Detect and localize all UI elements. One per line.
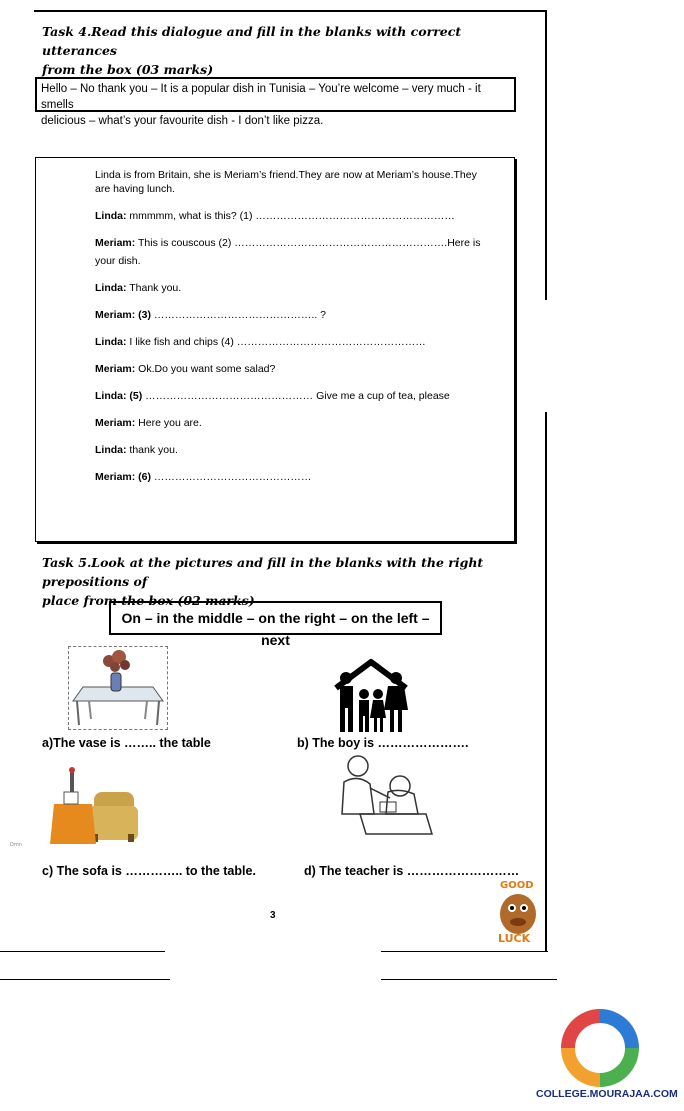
page-border-right	[545, 10, 547, 300]
speaker: Meriam: (6)	[95, 471, 152, 483]
teacher-picture	[330, 752, 434, 838]
intro-line2: are having lunch.	[95, 183, 175, 195]
speaker: Meriam:	[95, 417, 136, 429]
page-border-top	[34, 10, 547, 12]
dialogue-line	[95, 335, 495, 349]
page-border-right	[545, 412, 547, 952]
question-c: c) The sofa is ………….. to the table.	[42, 864, 256, 878]
rule-line	[381, 979, 557, 980]
task4-title-line2: from the box (03 marks)	[42, 62, 214, 77]
question-a: a)The vase is …….. the table	[42, 736, 211, 750]
rule-line	[0, 979, 170, 980]
rule-line	[381, 951, 548, 952]
task4-title-line1: Task 4.Read this dialogue and fill in the blanks with correct utterances	[42, 24, 462, 58]
utterance: Ok.Do you want some salad?	[135, 363, 276, 375]
utterance: Thank you.	[126, 282, 182, 294]
good-luck-icon	[494, 876, 544, 944]
page-number: 3	[270, 910, 276, 921]
dialogue-line	[95, 470, 495, 484]
utterance: ……………………………………….. ?	[151, 309, 327, 321]
utterance: thank you.	[126, 444, 178, 456]
speaker: Meriam: (3)	[95, 309, 152, 321]
utterance: ………………………………………	[151, 471, 312, 483]
question-d: d) The teacher is ………………………	[304, 864, 520, 878]
speaker: Meriam:	[95, 237, 136, 249]
utterance: I like fish and chips (4) ………………………………………………	[126, 336, 426, 348]
dialogue-line	[95, 443, 495, 457]
dialogue-line	[95, 362, 495, 376]
speaker: Linda:	[95, 336, 127, 348]
utterance: ………………………………………… Give me a cup of tea, please	[142, 390, 450, 402]
word-box-line1: Hello – No thank you – It is a popular dish in Tunisia – You’re welcome – very much - it smells	[41, 83, 481, 111]
vase-table-icon	[69, 647, 167, 729]
dialogue-intro	[95, 168, 495, 196]
speaker: Linda:	[95, 210, 127, 222]
utterance: mmmmm, what is this? (1) …………………………………………………	[126, 210, 455, 222]
speaker: Meriam:	[95, 363, 136, 375]
dialogue-line	[95, 281, 495, 295]
question-b: b) The boy is ………………….	[297, 736, 469, 750]
dialogue-line	[95, 254, 495, 268]
site-watermark: COLLEGE.MOURAJAA.COM	[536, 1088, 678, 1100]
utterance: This is couscous (2) …………………………………………………….Here is	[135, 237, 481, 249]
sofa-picture	[8, 762, 140, 848]
speaker: Linda: (5)	[95, 390, 143, 402]
rule-line	[0, 951, 165, 952]
vase-on-table-picture	[68, 646, 168, 730]
sofa-table-icon	[8, 762, 140, 848]
task4-word-box	[35, 77, 516, 127]
family-picture	[330, 658, 412, 734]
speaker: Linda:	[95, 282, 127, 294]
dialogue-line	[95, 416, 495, 430]
task4-title	[42, 22, 512, 79]
prepositions-box: On – in the middle – on the right – on the left – next	[109, 601, 442, 635]
good-text: GOOD	[500, 880, 534, 891]
task5-title-line2: place from the box (02 marks)	[42, 593, 255, 608]
site-logo	[550, 1000, 654, 1088]
dialogue-line	[95, 209, 495, 223]
svg-text:Dmn: Dmn	[10, 842, 22, 848]
utterance: your dish.	[95, 255, 141, 267]
luck-text: LUCK	[498, 932, 531, 944]
intro-line1: Linda is from Britain, she is Meriam’s friend.They are now at Meriam’s house.They	[95, 169, 477, 181]
task5-title-line1: Task 5.Look at the pictures and fill in the blanks with the right prepositions of	[42, 555, 484, 589]
dialogue-line	[95, 236, 495, 250]
word-box-line2: delicious – what’s your favourite dish - I don’t like pizza.	[41, 115, 324, 127]
teacher-icon	[330, 752, 434, 838]
family-icon	[330, 658, 412, 734]
utterance: Here you are.	[135, 417, 202, 429]
dialogue-line	[95, 389, 495, 403]
dialogue	[95, 168, 495, 484]
speaker: Linda:	[95, 444, 127, 456]
good-luck-mascot	[494, 876, 544, 944]
logo-ring-icon	[550, 1000, 654, 1088]
dialogue-line	[95, 308, 495, 322]
